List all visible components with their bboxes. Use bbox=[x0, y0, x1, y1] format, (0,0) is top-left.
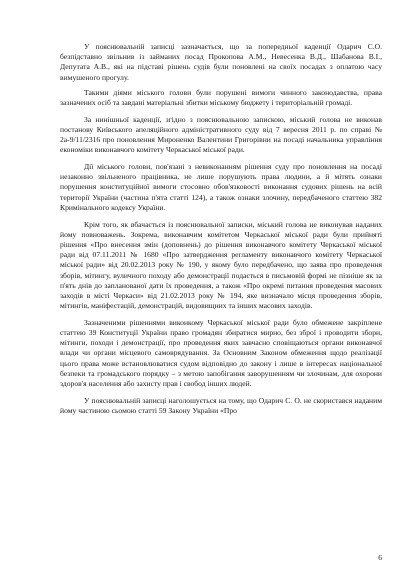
document-body bbox=[60, 42, 382, 423]
paragraph-explanatory-note: У пояснювальній записці наголошується на тому, що Одарич С. О. не скористався наданим йому частиною сьомою статті 59 Закону України «Про bbox=[60, 395, 382, 415]
paragraph-constitution-article-39: Зазначеними рішеннями виконкому Черкаської міської ради було обмежене закріплене статтею 39 Конституції України право громадян збиратися мирно, без зброї і проводити збори, мітинги, походи і демонстрації, про проведення яких завчасно сповіщаються органи виконавчої влади чи органи місцевого самоврядування. За Основним Законом обмеження щодо реалізації цього права може встановлюватися судом відповідно до закону і лише в інтересах національної безпеки та громадського порядку – з метою запобігання заворушенням чи злочинам, для охорони здоров'я населення або захисту прав і свобод інших людей. bbox=[60, 317, 382, 389]
paragraph-dismissals: У пояснювальній записці зазначається, що за попередньої каденції Одарич С.О. безпідставно звільнив із займаних посад Прокопова А.М., Невесенка В.Д., Шабанова В.І., Депутата А.В., які на підставі рішень судів були поновлені на своїх посадах з оплатою часу вимушеного прогулу. bbox=[60, 42, 382, 82]
paragraph-court-decision: За нинішньої каденції, згідно з пояснювальною запискою, міський голова не виконав постанову Київського апеляційного адміністративного суду від 7 вересня 2011 р. по справі № 2а-9/11/2316 про поновлення Мироненко Валентини Григорівни на посаді начальника управління економіки виконавчого комітету Черкаської міської ради. bbox=[60, 114, 382, 155]
page-number: 6 bbox=[378, 553, 382, 562]
paragraph-executive-decisions: Крім того, як вбачається із пояснювальної записки, міський голова не виконував наданих йому повноважень. Зокрема, виконавчим комітетом Черкаської міської ради були прийняті рішення «Про внесення змін (доповнень) до рішення виконавчого комітету Черкаської міської ради від 07.11.2011 № 1680 «Про затвердження регламенту виконавчого комітету Черкаської міської ради» від 20.02.2013 року № 190, у якому було передбачено, що заява про проведення зборів, мітингу, вуличного походу або демонстрації подається в письмовій формі не пізніше як за п'ять днів до запланованої дати їх проведення, а також «Про окремі питання проведення масових заходів в місті Черкаси» від 21.02.2013 року № 194, яке визначало місця проведення зборів, мітингів, маніфестацій, демонстрацій, видовищних та інших масових заходів. bbox=[60, 219, 382, 311]
paragraph-crime-signs: Дії міського голови, пов'язані з невиконанням рішення суду про поновлення на посаді незаконно звільненого працівника, не лише порушують права людини, а й мітять ознаки порушення конституційної вимоги стосовно обов'язковості виконання судових рішень на всій території України (частина п'ята статті 124), а також ознаки злочину, передбаченого статтею 382 Кримінального кодексу України. bbox=[60, 162, 382, 212]
paragraph-violations: Такими діями міського голови були порушені вимоги чинного законодавства, права зазначених осіб та завдані матеріальні збитки міському бюджету і територіальній громаді. bbox=[60, 87, 382, 108]
